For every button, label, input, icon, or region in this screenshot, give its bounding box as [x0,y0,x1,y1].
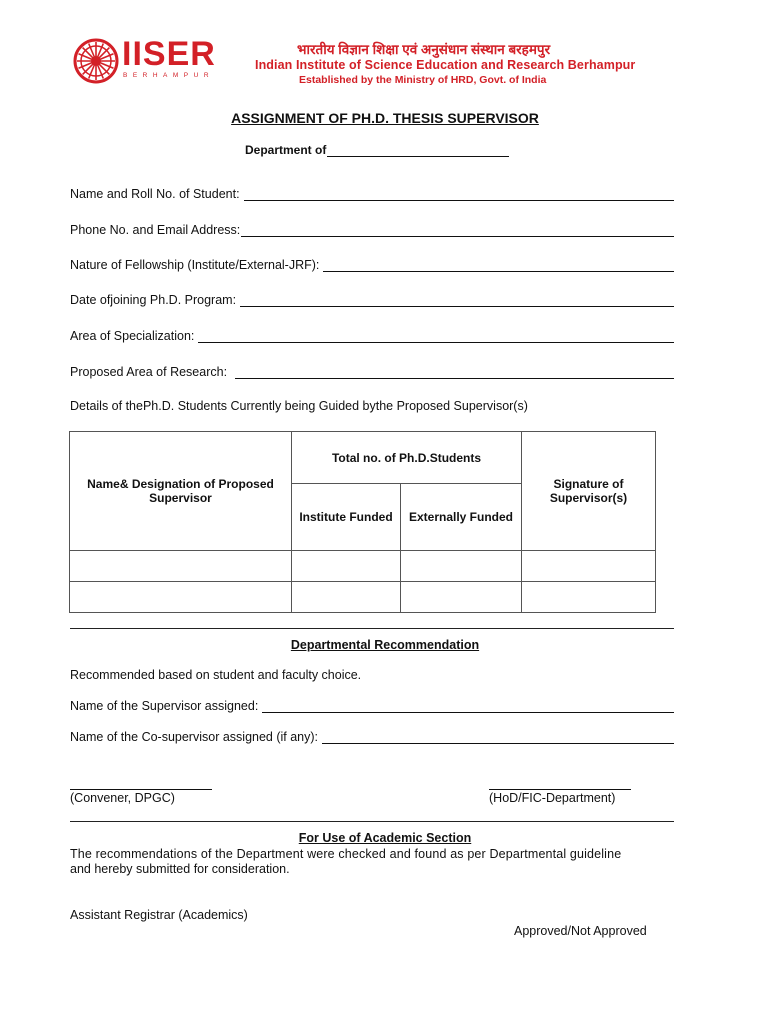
col-header-external: Externally Funded [401,484,522,551]
institute-name-english: Indian Institute of Science Education and Research Berhampur [255,58,636,72]
field-label: Name and Roll No. of Student: [70,187,240,201]
department-label: Department of [245,143,327,157]
table-cell[interactable] [70,582,292,613]
academic-heading: For Use of Academic Section [298,831,472,845]
research-area-field [70,365,674,379]
field-input-line[interactable] [262,702,674,713]
logo-wordmark: IISER [122,35,216,73]
table-cell[interactable] [70,551,292,582]
table-cell[interactable] [522,551,656,582]
convener-label: (Convener, DPGC) [70,791,175,805]
established-line: Established by the Ministry of HRD, Govt. of India [299,74,547,86]
col-header-name: Name& Designation of Proposed Supervisor [70,432,292,551]
table-row [70,551,656,582]
registrar-label: Assistant Registrar (Academics) [70,908,248,922]
field-label: Date ofjoining Ph.D. Program: [70,293,237,307]
convener-signature-line[interactable] [70,789,212,790]
col-header-institute: Institute Funded [292,484,401,551]
field-input-line[interactable] [322,733,674,744]
field-label: Name of the Supervisor assigned: [70,699,259,713]
fellowship-field [70,258,674,272]
divider [70,821,674,822]
iiser-logo-icon [73,38,119,84]
field-input-line[interactable] [241,226,674,237]
field-input-line[interactable] [235,368,674,379]
field-label: Nature of Fellowship (Institute/External-JRF): [70,258,320,272]
col-header-total: Total no. of Ph.D.Students [292,432,522,484]
supervisor-assigned-field [70,699,674,713]
cosupervisor-field [70,730,674,744]
details-text: Details of thePh.D. Students Currently being Guided bythe Proposed Supervisor(s) [70,399,528,413]
hod-signature-line[interactable] [489,789,631,790]
department-field [245,143,509,157]
table-cell[interactable] [292,582,401,613]
divider [70,628,674,629]
field-input-line[interactable] [323,261,674,272]
academic-text-line1: The recommendations of the Department were checked and found as per Departmental guideline [70,847,622,861]
recommendation-statement: Recommended based on student and faculty choice. [70,668,362,682]
table-cell[interactable] [401,582,522,613]
institute-name-hindi: भारतीय विज्ञान शिक्षा एवं अनुसंधान संस्थान बरहमपुर [297,42,551,57]
supervisor-table [69,431,656,613]
approval-label: Approved/Not Approved [514,924,647,938]
hod-label: (HoD/FIC-Department) [489,791,616,805]
form-title: ASSIGNMENT OF PH.D. THESIS SUPERVISOR [231,110,539,126]
field-input-line[interactable] [198,332,674,343]
recommendation-heading: Departmental Recommendation [290,638,480,652]
table-cell[interactable] [401,551,522,582]
table-cell[interactable] [522,582,656,613]
field-input-line[interactable] [240,296,674,307]
field-label: Proposed Area of Research: [70,365,228,379]
specialization-field [70,329,674,343]
field-label: Area of Specialization: [70,329,195,343]
joining-date-field [70,293,674,307]
table-cell[interactable] [292,551,401,582]
phone-email-field [70,223,674,237]
col-header-signature: Signature of Supervisor(s) [522,432,656,551]
student-name-field [70,187,674,201]
table-row [70,582,656,613]
field-label: Phone No. and Email Address: [70,223,241,237]
logo-subtext: BERHAMPUR [123,72,215,79]
department-input-line[interactable] [327,144,509,157]
field-input-line[interactable] [244,190,674,201]
academic-text-line2: and hereby submitted for consideration. [70,862,290,876]
field-label: Name of the Co-supervisor assigned (if any): [70,730,319,744]
